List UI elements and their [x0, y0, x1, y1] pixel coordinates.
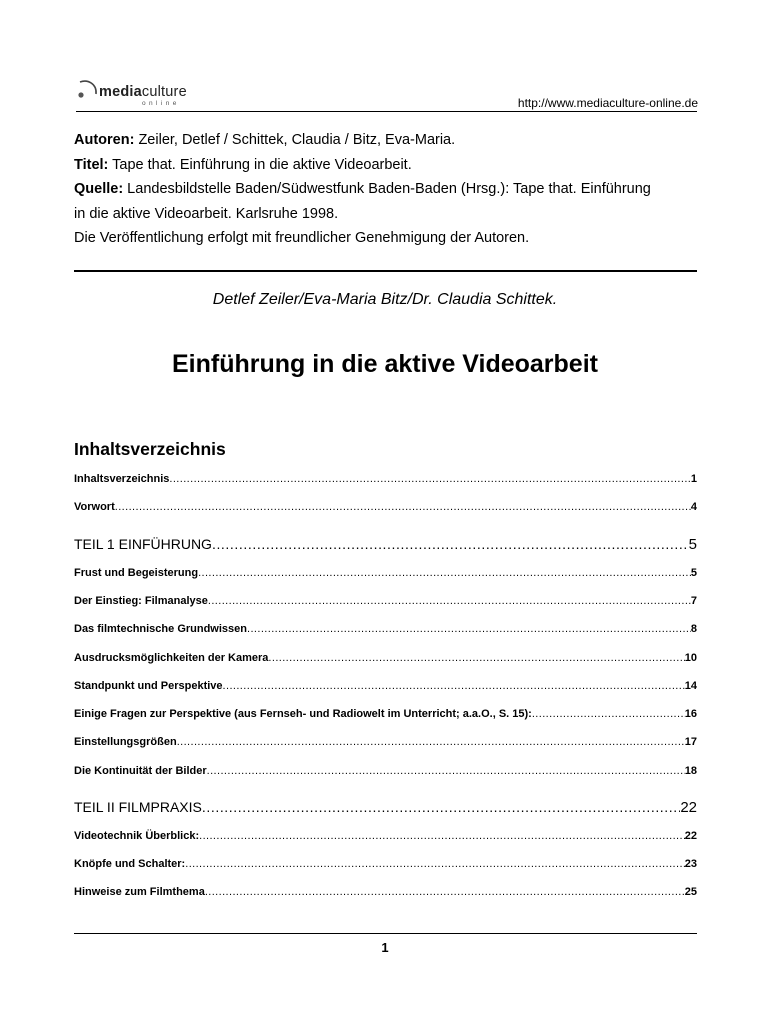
citation-source: Quelle: Landesbildstelle Baden/Südwestfunk Baden-Baden (Hrsg.): Tape that. Einführung	[74, 181, 651, 197]
citation-block	[74, 128, 714, 251]
toc-part-entry[interactable]: TEIL 1 EINFÜHRUNG ..... 5	[74, 535, 697, 554]
toc-entry[interactable]: Frust und Begeisterung ..... 5	[74, 566, 697, 580]
logo-wordmark: mediaculture	[99, 84, 187, 100]
toc-entry[interactable]: Die Kontinuität der Bilder ..... 18	[74, 764, 697, 778]
citation-source-cont: in die aktive Videoarbeit. Karlsruhe 1998.	[74, 205, 339, 222]
toc-entry[interactable]: Knöpfe und Schalter: ..... 23	[74, 857, 697, 871]
toc-entry[interactable]: Das filmtechnische Grundwissen ..... 8	[74, 622, 697, 636]
mediaculture-logo	[76, 76, 206, 110]
toc-entry[interactable]: Hinweise zum Filmthema ..... 25	[74, 885, 697, 899]
toc-entry[interactable]: Einige Fragen zur Perspektive (aus Fernseh- und Radiowelt im Unterricht; a.a.O., S. 15): ..... 16	[74, 707, 697, 721]
logo-arc-icon	[76, 76, 100, 104]
document-title: Einführung in die aktive Videoarbeit	[171, 350, 598, 378]
toc-entry[interactable]: Der Einstieg: Filmanalyse ..... 7	[74, 594, 697, 608]
citation-title: Titel: Tape that. Einführung in die aktive Videoarbeit.	[74, 156, 412, 173]
toc-entry[interactable]: Vorwort ..... 4	[74, 500, 697, 514]
header-rule	[76, 111, 697, 112]
logo-subtitle: online	[142, 100, 180, 107]
toc-entry[interactable]: Inhaltsverzeichnis ..... 1	[74, 472, 697, 486]
toc-part-entry[interactable]: TEIL II FILMPRAXIS ..... 22	[74, 798, 697, 817]
toc-entry[interactable]: Standpunkt und Perspektive ..... 14	[74, 679, 697, 693]
page-number: 1	[381, 940, 389, 955]
citation-permission: Die Veröffentlichung erfolgt mit freundlicher Genehmigung der Autoren.	[74, 230, 530, 246]
document-authors: Detlef Zeiler/Eva-Maria Bitz/Dr. Claudia Schittek.	[212, 291, 558, 308]
toc-entry[interactable]: Videotechnik Überblick: ..... 22	[74, 829, 697, 843]
toc-entry[interactable]: Ausdrucksmöglichkeiten der Kamera ..... 10	[74, 651, 697, 665]
header-url: http://www.mediaculture-online.de	[517, 96, 698, 110]
citation-authors: Autoren: Zeiler, Detlef / Schittek, Claudia / Bitz, Eva-Maria.	[74, 132, 456, 148]
toc-entry[interactable]: Einstellungsgrößen ..... 17	[74, 735, 697, 749]
toc-heading: Inhaltsverzeichnis	[74, 439, 226, 459]
section-divider	[74, 270, 697, 272]
footer-rule	[74, 933, 697, 934]
